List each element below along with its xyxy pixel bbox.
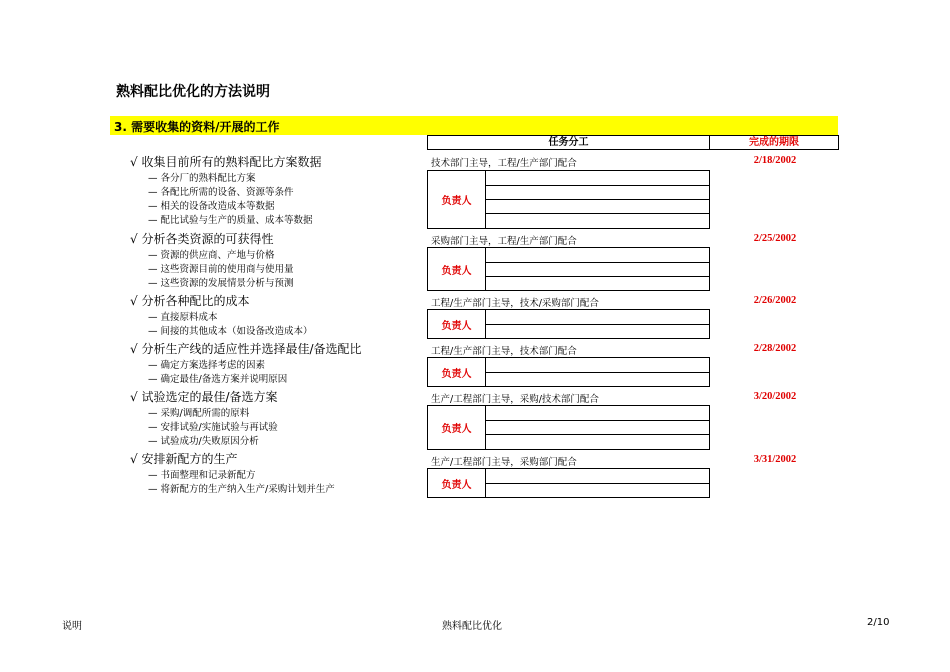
task-5-sub-2: — 安排试验/实施试验与再试验 — [148, 422, 278, 433]
task-item-5: √ 试验选定的最佳/备选方案 — [130, 390, 278, 404]
responsible-row — [485, 372, 709, 373]
responsible-row — [485, 324, 709, 325]
task-item-4: √ 分析生产线的适应性并选择最佳/备选配比 — [130, 342, 362, 356]
task-3-responsible-box — [427, 309, 710, 339]
task-6-responsible-box — [427, 468, 710, 498]
task-3-department: 工程/生产部门主导，技术/采购部门配合 — [431, 298, 599, 309]
task-6-sub-2: — 将新配方的生产纳入生产/采购计划并生产 — [148, 484, 335, 495]
deadline-header: 完成的期限 — [709, 135, 839, 150]
task-5-sub-3: — 试验成功/失败原因分析 — [148, 436, 259, 447]
footer-left: 说明 — [62, 621, 82, 632]
responsible-row — [485, 483, 709, 484]
section-header-bar — [110, 116, 838, 135]
task-1-department: 技术部门主导，工程/生产部门配合 — [431, 158, 577, 169]
task-5-sub-1: — 采购/调配所需的原料 — [148, 408, 250, 419]
section-label: 3. 需要收集的资料/开展的工作 — [114, 120, 280, 134]
task-3-sub-1: — 直接原料成本 — [148, 312, 218, 323]
task-4-responsible-label: 负责人 — [428, 358, 486, 386]
task-5-responsible-box — [427, 405, 710, 450]
task-6-sub-1: — 书面整理和记录新配方 — [148, 470, 256, 481]
task-1-sub-3: — 相关的设备改造成本等数据 — [148, 201, 275, 212]
task-4-sub-2: — 确定最佳/备选方案并说明原因 — [148, 374, 288, 385]
task-2-deadline: 2/25/2002 — [753, 233, 797, 244]
responsible-row — [485, 434, 709, 435]
task-2-sub-3: — 这些资源的发展情景分析与预测 — [148, 278, 294, 289]
task-2-responsible-label: 负责人 — [428, 248, 486, 290]
task-3-deadline: 2/26/2002 — [753, 295, 797, 306]
task-2-department: 采购部门主导，工程/生产部门配合 — [431, 236, 577, 247]
task-1-sub-1: — 各分厂的熟料配比方案 — [148, 173, 256, 184]
task-3-responsible-label: 负责人 — [428, 310, 486, 338]
task-item-6: √ 安排新配方的生产 — [130, 452, 238, 466]
task-1-responsible-label: 负责人 — [428, 171, 486, 228]
task-4-sub-1: — 确定方案选择考虑的因素 — [148, 360, 266, 371]
task-2-sub-1: — 资源的供应商、产地与价格 — [148, 250, 275, 261]
responsible-row — [485, 420, 709, 421]
footer-page-number: 2/10 — [867, 617, 890, 628]
task-5-responsible-label: 负责人 — [428, 406, 486, 449]
task-5-department: 生产/工程部门主导，采购/技术部门配合 — [431, 394, 599, 405]
task-2-responsible-box — [427, 247, 710, 291]
task-4-deadline: 2/28/2002 — [753, 343, 797, 354]
responsible-row — [485, 276, 709, 277]
task-division-header: 任务分工 — [427, 135, 710, 150]
task-2-sub-2: — 这些资源目前的使用商与使用量 — [148, 264, 294, 275]
page-title: 熟料配比优化的方法说明 — [116, 84, 270, 100]
task-6-department: 生产/工程部门主导，采购部门配合 — [431, 457, 577, 468]
task-5-deadline: 3/20/2002 — [753, 391, 797, 402]
task-1-responsible-box — [427, 170, 710, 229]
task-1-sub-4: — 配比试验与生产的质量、成本等数据 — [148, 215, 313, 226]
responsible-row — [485, 199, 709, 200]
task-item-2: √ 分析各类资源的可获得性 — [130, 232, 274, 246]
task-3-sub-2: — 间接的其他成本（如设备改造成本） — [148, 326, 313, 337]
task-1-sub-2: — 各配比所需的设备、资源等条件 — [148, 187, 294, 198]
task-4-responsible-box — [427, 357, 710, 387]
task-6-responsible-label: 负责人 — [428, 469, 486, 497]
responsible-row — [485, 213, 709, 214]
responsible-row — [485, 185, 709, 186]
responsible-row — [485, 262, 709, 263]
task-item-1: √ 收集目前所有的熟料配比方案数据 — [130, 155, 322, 169]
task-4-department: 工程/生产部门主导，技术部门配合 — [431, 346, 577, 357]
task-item-3: √ 分析各种配比的成本 — [130, 294, 250, 308]
task-1-deadline: 2/18/2002 — [753, 155, 797, 166]
footer-center: 熟料配比优化 — [442, 621, 502, 632]
task-6-deadline: 3/31/2002 — [753, 454, 797, 465]
